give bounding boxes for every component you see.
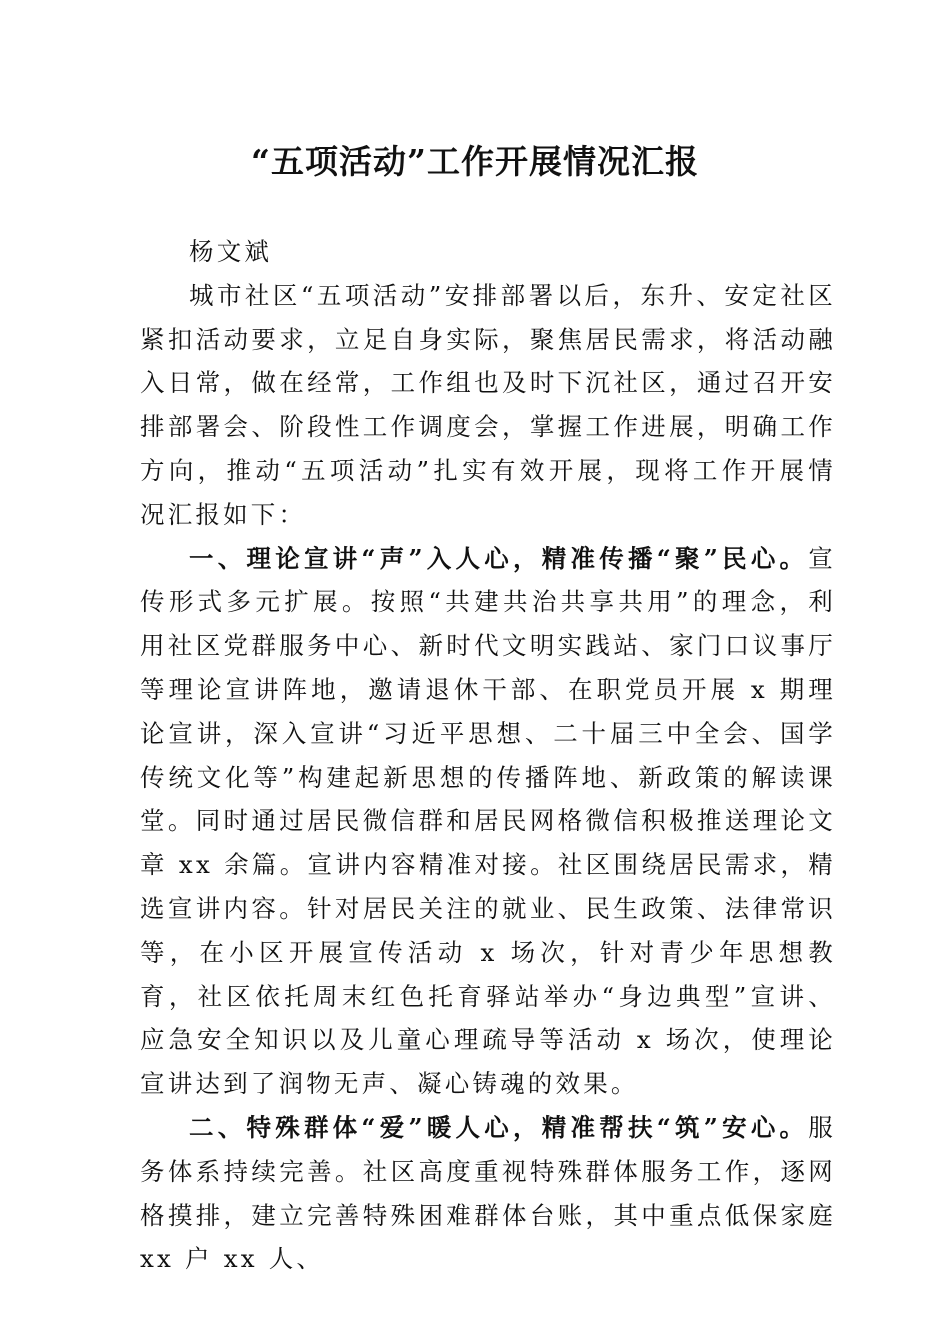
document-body (140, 230, 836, 1281)
section-text-2: 服务体系持续完善。社区高度重视特殊群体服务工作，逐网格摸排，建立完善特殊困难群体台账，其中重点低保家庭 xx 户 xx 人、 (140, 1112, 836, 1274)
document-title: “五项活动”工作开展情况汇报 (251, 142, 699, 181)
section-text-1: 宣传形式多元扩展。按照“共建共治共享共用”的理念，利用社区党群服务中心、新时代文明实践站、家门口议事厅等理论宣讲阵地，邀请退休干部、在职党员开展 x 期理论宣讲，深入宣讲“习近平思想、二十届三中全会、国学传统文化等”构建起新思想的传播阵地、新政策的解读课堂。同时通过居民微信群和居民网格微信积极推送理论文章 xx 余篇。宣讲内容精准对接。社区围绕居民需求，精选宣讲内容。针对居民关注的就业、民生政策、法律常识等，在小区开展宣传活动 x 场次，针对青少年思想教育，社区依托周末红色托育驿站举办“身边典型”宣讲、应急安全知识以及儿童心理疏导等活动 x 场次，使理论宣讲达到了润物无声、凝心铸魂的效果。 (140, 543, 836, 1099)
section-paragraph-2 (140, 1106, 836, 1281)
section-paragraph-1 (140, 537, 836, 1106)
section-heading-2: 二、特殊群体“爱”暖人心，精准帮扶“筑”安心。 (189, 1112, 809, 1142)
author-name: 杨文斌 (189, 237, 273, 266)
section-heading-1: 一、理论宣讲“声”入人心，精准传播“聚”民心。 (189, 543, 809, 573)
intro-paragraph: 城市社区“五项活动”安排部署以后，东升、安定社区紧扣活动要求，立足自身实际，聚焦居民需求，将活动融入日常，做在经常，工作组也及时下沉社区，通过召开安排部署会、阶段性工作调度会，掌握工作进展，明确工作方向，推动“五项活动”扎实有效开展，现将工作开展情况汇报如下： (140, 280, 836, 529)
